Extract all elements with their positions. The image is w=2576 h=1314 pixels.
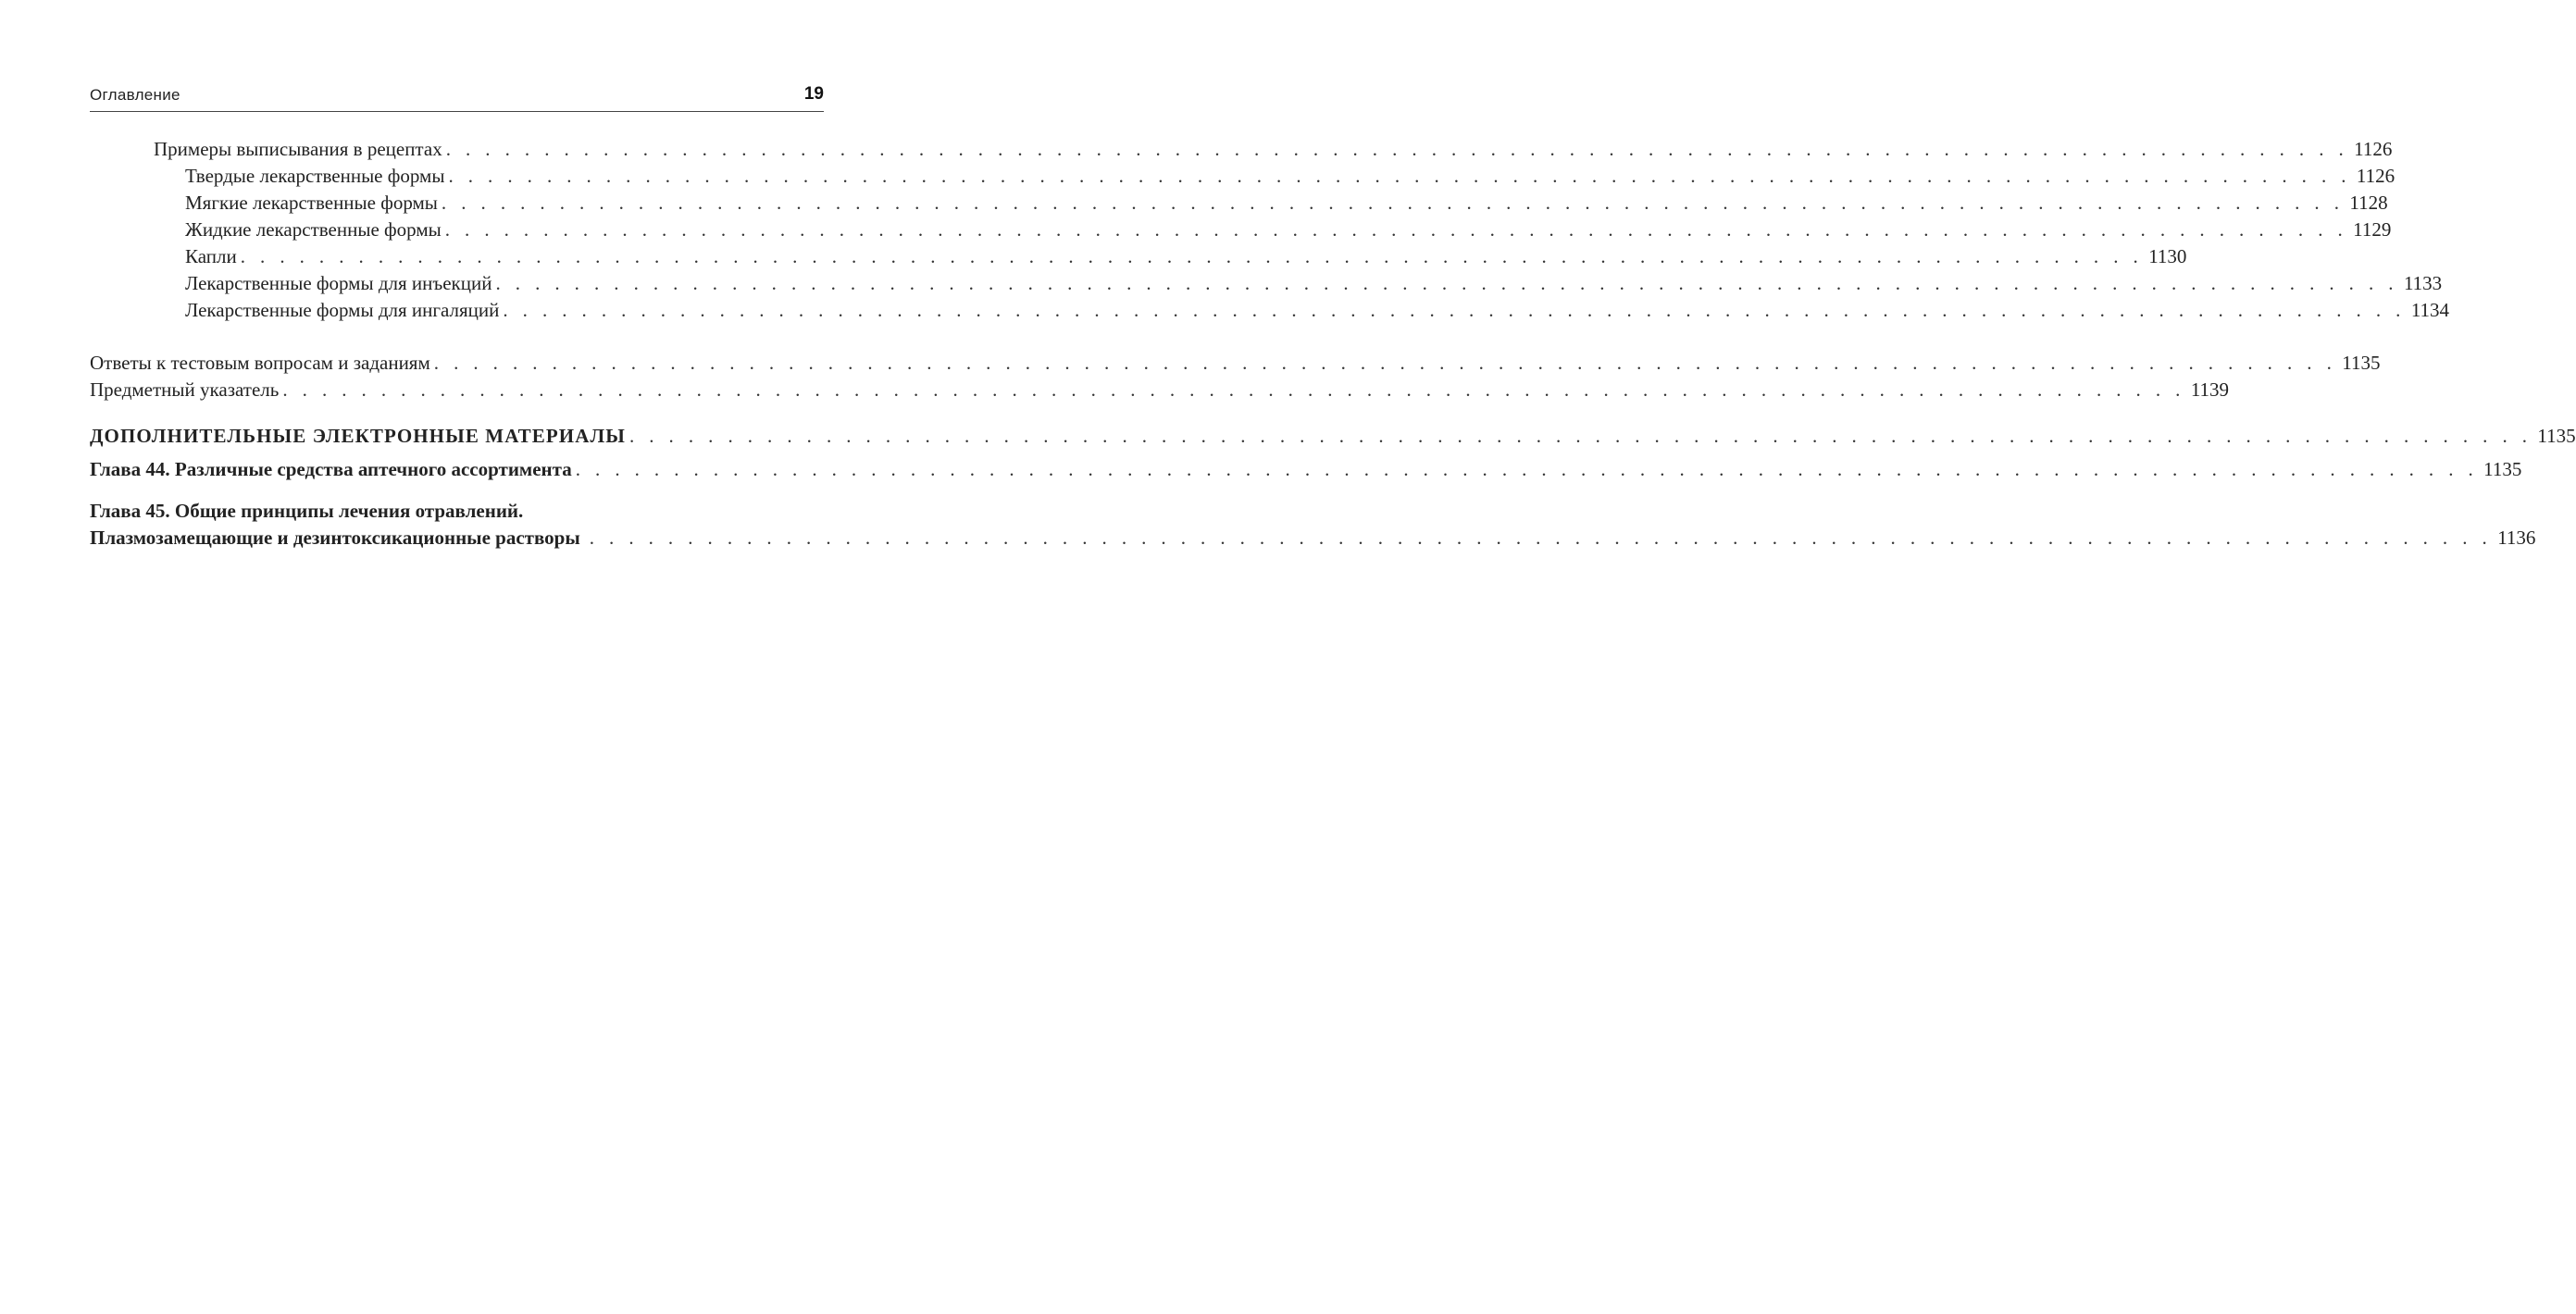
- running-head-title: Оглавление: [90, 86, 180, 104]
- leader-dots: . . . . . . . . . . . . . . . . . . . . . . . . . . . . . . . . . . . . . . . . . . . . . . . . . . . . . . . . . . . . . . . . . . . . . . . . . . . . . . . . . . . . . . . . . . . . . . . . .: [441, 192, 2345, 214]
- toc-entry-title: Лекарственные формы для инъекций: [185, 272, 492, 294]
- toc-entry-title: Мягкие лекарственные формы: [185, 192, 438, 214]
- toc-entry-page: 1129: [2353, 218, 2392, 241]
- toc-entry-page: 1126: [2354, 138, 2393, 160]
- toc-entry-chapter-44[interactable]: [90, 456, 2522, 483]
- leader-dots: . . . . . . . . . . . . . . . . . . . . . . . . . . . . . . . . . . . . . . . . . . . . . . . . . . . . . . . . . . . . . . . . . . . . . . . . . . . . . . . . . . . . . . . . . . . . . . . . .: [628, 425, 2532, 447]
- toc-entry-page: 1135: [2342, 352, 2381, 374]
- toc-entry-title: Примеры выписывания в рецептах: [154, 138, 442, 160]
- toc-entry-title: Лекарственные формы для ингаляций: [185, 299, 500, 321]
- toc-subentry[interactable]: [185, 190, 2388, 217]
- leader-dots: . . . . . . . . . . . . . . . . . . . . . . . . . . . . . . . . . . . . . . . . . . . . . . . . . . . . . . . . . . . . . . . . . . . . . . . . . . . . . . . . . . . . . . . . . . . . . . . . .: [503, 299, 2406, 321]
- toc-entry-page: 1128: [2349, 192, 2388, 214]
- toc-entry-page: 1126: [2356, 165, 2396, 187]
- toc-entry-title-line2-row: [90, 525, 2536, 552]
- leader-dots: . . . . . . . . . . . . . . . . . . . . . . . . . . . . . . . . . . . . . . . . . . . . . . . . . . . . . . . . . . . . . . . . . . . . . . . . . . . . . . . . . . . . . . . . . . . . . . . . .: [240, 245, 2144, 267]
- toc-entry-answers[interactable]: [90, 350, 2381, 377]
- toc-entry-page: 1139: [2190, 378, 2230, 401]
- leader-dots: . . . . . . . . . . . . . . . . . . . . . . . . . . . . . . . . . . . . . . . . . . . . . . . . . . . . . . . . . . . . . . . . . . . . . . . . . . . . . . . . . . . . . . . . . . . . . . . . .: [448, 165, 2351, 187]
- toc-subentry[interactable]: [185, 243, 2187, 270]
- toc-subentry[interactable]: [185, 217, 2392, 243]
- toc-subentry[interactable]: [185, 270, 2443, 297]
- toc-entry-title-line1: Глава 45. Общие принципы лечения отравлений.: [90, 500, 524, 522]
- leader-dots: . . . . . . . . . . . . . . . . . . . . . . . . . . . . . . . . . . . . . . . . . . . . . . . . . . . . . . . . . . . . . . . . . . . . . . . . . . . . . . . . . . . . . . . . . . . . . . . . .: [589, 527, 2493, 549]
- toc-entry-index[interactable]: [90, 377, 2230, 403]
- toc-entry-page: 1130: [2148, 245, 2187, 267]
- leader-dots: . . . . . . . . . . . . . . . . . . . . . . . . . . . . . . . . . . . . . . . . . . . . . . . . . . . . . . . . . . . . . . . . . . . . . . . . . . . . . . . . . . . . . . . . . . . . . . . . .: [444, 218, 2348, 241]
- toc-entry-title: Твердые лекарственные формы: [185, 165, 445, 187]
- leader-dots: . . . . . . . . . . . . . . . . . . . . . . . . . . . . . . . . . . . . . . . . . . . . . . . . . . . . . . . . . . . . . . . . . . . . . . . . . . . . . . . . . . . . . . . . . . . . . . . . .: [575, 458, 2479, 480]
- toc-entry-title: Глава 44. Различные средства аптечного ассортимента: [90, 458, 572, 480]
- toc-entry-page: 1135: [2537, 425, 2576, 447]
- toc-entry-examples[interactable]: [154, 136, 2393, 163]
- leader-dots: . . . . . . . . . . . . . . . . . . . . . . . . . . . . . . . . . . . . . . . . . . . . . . . . . . . . . . . . . . . . . . . . . . . . . . . . . . . . . . . . . . . . . . . . . . . . . . . . .: [433, 352, 2337, 374]
- toc-entry-title: Жидкие лекарственные формы: [185, 218, 442, 241]
- toc-entry-title: ДОПОЛНИТЕЛЬНЫЕ ЭЛЕКТРОННЫЕ МАТЕРИАЛЫ: [90, 425, 626, 447]
- toc-entry-supplementary[interactable]: [90, 423, 2576, 450]
- toc-subentry[interactable]: [185, 163, 2396, 190]
- leader-dots: . . . . . . . . . . . . . . . . . . . . . . . . . . . . . . . . . . . . . . . . . . . . . . . . . . . . . . . . . . . . . . . . . . . . . . . . . . . . . . . . . . . . . . . . . . . . . . . . .: [495, 272, 2398, 294]
- toc-entry-chapter-45[interactable]: [90, 498, 2536, 552]
- toc-entry-page: 1134: [2410, 299, 2450, 321]
- page-number: 19: [803, 84, 824, 104]
- toc-entry-page: 1136: [2497, 527, 2536, 549]
- toc-entry-page: 1133: [2403, 272, 2443, 294]
- leader-dots: . . . . . . . . . . . . . . . . . . . . . . . . . . . . . . . . . . . . . . . . . . . . . . . . . . . . . . . . . . . . . . . . . . . . . . . . . . . . . . . . . . . . . . . . . . . . . . . . .: [282, 378, 2185, 401]
- leader-dots: . . . . . . . . . . . . . . . . . . . . . . . . . . . . . . . . . . . . . . . . . . . . . . . . . . . . . . . . . . . . . . . . . . . . . . . . . . . . . . . . . . . . . . . . . . . . . . . . .: [445, 138, 2349, 160]
- toc-entry-title: Предметный указатель: [90, 378, 280, 401]
- toc-entry-title: Капли: [185, 245, 237, 267]
- running-head: [90, 83, 824, 112]
- toc-subentry[interactable]: [185, 297, 2450, 324]
- toc-entry-title: Ответы к тестовым вопросам и заданиям: [90, 352, 430, 374]
- toc-entry-page: 1135: [2483, 458, 2522, 480]
- toc-entry-title-line2: Плазмозамещающие и дезинтоксикационные растворы: [90, 527, 580, 549]
